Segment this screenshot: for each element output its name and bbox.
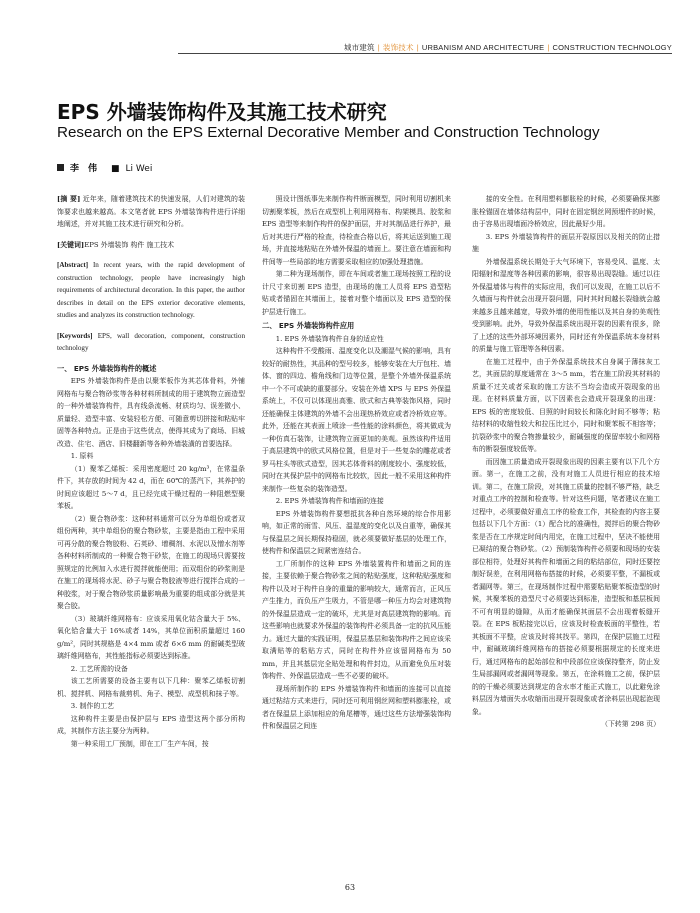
column-3-body xyxy=(472,193,660,731)
body-paragraph: 1. EPS 外墙装饰构件自身的适应性 xyxy=(275,334,384,343)
body-paragraph: （2）聚合物砂浆：这种材料通常可以分为单组份或者双组份两种，其中单组份的聚合物砂浆，主要是指由工程中采用可再分散的聚合物胶粉、石英砂、增稠剂、水泥以及憎水剂等各种材料所制成的一种聚合物干砂浆，在施工的现场只需要按照规定的比例加入水进行搅拌就能使用；而双组份的砂浆则是在施工的现场将水泥、砂子与聚合物胶液等进行搅拌合成的一种胶浆，对于聚合物砂浆质量影响最为重要的组成部分就是其聚合胶。 xyxy=(57,514,245,610)
header-section-cn: 城市建筑 xyxy=(343,43,375,52)
title-en: Research on the EPS External Decorative Member and Construction Technology xyxy=(57,124,600,141)
body-paragraph: （3）玻璃纤维网格布：应该采用氧化钴含量大于 5%、氧化铪含量大于 16%或者 14%，其单位面积质量超过 160 g/m²，同时其规格是 4×4 mm 或者 6×6 mm 的耐碱类型玻璃纤维网格布，其性能指标必须要达到标准。 xyxy=(57,614,245,660)
body-paragraph: 第一种采用工厂预制，即在工厂生产车间，按 xyxy=(70,739,209,748)
abstract-cn-text: 近年来，随着建筑技术的快速发展，人们对建筑的装饰要求也越来越高。本文笔者就 EPS 外墙装饰构件进行详细地阐述，并对其施工技术进行研究和分析。 xyxy=(57,195,246,228)
column-1 xyxy=(57,193,245,750)
body-paragraph: 这种构件主要是由保护层与 EPS 造型这两个部分所构成，其制作方法主要分为两种。 xyxy=(57,714,245,735)
keywords-cn-text: EPS 外墙装饰 构件 施工技术 xyxy=(84,240,175,249)
body-paragraph: 2. 工艺所需的设备 xyxy=(70,664,128,673)
header-section-en-2: CONSTRUCTION TECHNOLOGY xyxy=(552,43,672,52)
section-heading: 一、 EPS 外墙装饰构件的概述 xyxy=(57,363,157,373)
header-rule xyxy=(178,53,672,54)
body-paragraph: 3. EPS 外墙装饰构件的面层开裂原因以及相关的防止措施 xyxy=(472,232,660,253)
body-paragraph: 现场所制作的 EPS 外墙装饰构件和墙面的连接可以直接通过粘结方式来进行，同时还可利用钢丝网和塑料膨胀栓，或者在保温层上添加相应的角尾槽等，通过这些方法增强装饰构件和保温层之间连 xyxy=(262,684,451,730)
keywords-en-text: EPS, wall decoration, component, construction technology xyxy=(57,331,245,352)
body-paragraph: 而因施工质量造成开裂现象出现的因素主要有以下几个方面。第一，在施工之前，没有对施工人员进行相应的技术培训。第二，在施工阶段，对其施工质量的控制不够严格，缺乏对重点工序的控制和检查等。针对这些问题，笔者建议在施工过程中，必须要做好重点工序的检查工作，其检查的内容主要包括以下几个方面：（1）配合比的准确性，搅拌后的聚合物砂浆是否在工序规定时间内用完，在施工过程中，坚决不能使用已凝结的聚合物砂浆。（2）预制装饰构件必须要和现场的安装部位相符，处理好其构件和墙面之间的粘结部位，同时还要控制好误差，在利用网格布搭接的时候，必须要平整，不漏板或者漏网等。第三，在现场制作过程中需要粘贴聚苯板造型的时候，其聚苯板的造型尺寸必须要达到标准，造型板和基层板间不可有明显的缝隙，从而才能确保其面层不会出现着板缝开裂。在 EPS 板粘接完以后，应该及时检查板面的平整性，若其板面不平整，应该及时将其找平。第四，在保护层施工过程中，耐碱玻璃纤维网格布的搭接必须要根据规定的长度来进行，通过网格布的起始部位和中段部位应该保持整齐，防止发生局部漏网或者漏网等现象。第五，在涂料施工之前，保护层的的干燥必须要达到规定的含水率才能正式施工，以此避免涂料层因为墙面失水收缩而出现开裂现象或者涂料层出现起泡现象。 xyxy=(472,457,660,716)
body-paragraph: 3. 制作的工艺 xyxy=(70,702,115,710)
abstract-en xyxy=(57,259,245,322)
column-2 xyxy=(262,193,451,733)
section-heading: 二、 EPS 外墙装饰构件应用 xyxy=(262,321,355,330)
title-cn: EPS 外墙装饰构件及其施工技术研究 xyxy=(57,100,387,124)
header-section-en-1: URBANISM AND ARCHITECTURE xyxy=(421,43,545,52)
keywords-en-tag: [Keywords] xyxy=(57,331,93,340)
body-paragraph: （1）聚苯乙烯板：采用密度超过 20 kg/m³，在常温条件下，其存放的时间为 42 d，而在 60℃的蒸汽下，其养护的时间应该超过 5～7 d，且已经完成干燥过程的一种阻燃型聚苯板。 xyxy=(57,464,245,510)
body-paragraph: 照设计图纸事先来制作构件断面模型，同时利用切割机来切割聚苯板，然后在成型机上利用网格布、构架模具、胶浆和 EPS 造型等来制作构件的保护面层，并对其制品进行养护，最后对其进行严格的检查，待检查合格以后，将其运送到施工现场，并直接地粘贴在外墙外保温的墙面上。要注意在墙面和构件间等一些局部的地方需要采取相应的加强处理措施。 xyxy=(262,195,451,266)
keywords-en xyxy=(57,330,245,355)
abstract-cn-tag: [摘 要] xyxy=(57,195,81,203)
body-paragraph: EPS 外墙装饰构件要想抵抗各种自然环境的综合作用影响，如正常的雨雪、风压、温湿度的变化以及自重等，确保其与保温层之间长期保持稳固，就必须要做好基层的处理工作，使构件和保温层之间紧密连结合。 xyxy=(262,509,451,555)
page-number: 63 xyxy=(344,883,356,892)
abstract-cn xyxy=(57,193,245,231)
body-paragraph: EPS 外墙装饰构件是由以聚苯板作为其芯体骨料，外铺网格布与聚合物砂浆等各种材料所制成的用于建筑物立面造型的一种外墙装饰构件，具有线条流畅、材质均匀、误差微小、质量轻、造型丰富、安装轻松方便、可随意剪切拼接和粘贴牢固等各种特点。正是由于这些优点，使得其成为了商场、旧城改造、住宅、酒店、旧楼翻新等各种外墙装潢的首要选择。 xyxy=(57,377,245,448)
author-name-en: Li Wei xyxy=(125,164,153,174)
square-bullet-icon xyxy=(57,164,64,171)
body-paragraph: 工厂所制作的这种 EPS 外墙装置构件和墙面之间的连接，主要依赖于聚合物砂浆之间的粘贴强度，这种粘贴强度和构件以及对于构件自身的重量的影响较大，通常而言，正风压产生推力，而负压产生吸力，不管是哪一种压力均会对建筑物的外保温层造成一定的破坏，尤其是对高层建筑物的影响。而这些影响也就要求外保温的装饰构件必须具备一定的抗风压能力。通过大量的实践证明，保温层基层和装饰构件之间应该采取满贴等的粘贴方式，同时在构件外应该留网格布为 50 mm，并且其基层完全贴处理和构件封边，从而避免负压对装饰构件、外保温层造成一些不必要的破坏。 xyxy=(262,559,451,680)
column-2-body xyxy=(262,193,451,733)
abstract-en-text: In recent years, with the rapid development of construction technology, people have increasingly high requirements of architectural decoration. In this paper, the author describes in detail on the EPS exterior decorative elements, studies and analyzes its construction technology. xyxy=(57,261,245,319)
column-1-body xyxy=(57,363,245,751)
continued-note: （下转第 298 页） xyxy=(601,720,660,728)
body-paragraph: 接的安全性。在利用塑料膨胀栓的时候，必须要确保其膨胀栓锚固在墙体结构层中，同时在固定钢丝网预埋件的时候，由于容易出现墙面冷桥效应，因此最好少用。 xyxy=(472,195,660,228)
author-line: 李 伟 ■ Li Wei xyxy=(57,161,152,174)
body-paragraph: 该工艺所需要的设备主要有以下几种：聚苯乙烯板切割机、搅拌机、网格布裁剪机、角子、模型、成型机和抹子等。 xyxy=(57,677,245,698)
column-3 xyxy=(472,193,660,731)
abstract-en-tag: [Abstract] xyxy=(57,261,89,269)
body-paragraph: 第二种为现场制作，即在车间或者施工现场按照工程的设计尺寸来切割 EPS 造型，由现场的施工人员将 EPS 造型粘贴或者锚固在其墙面上，接着对整个墙面以及 EPS 造型的保护层进行施工。 xyxy=(262,270,451,316)
body-paragraph: 外墙保温系统长期处于大气环境下，容易受风、温度、太阳辐射和湿度等各种因素的影响，很容易出现裂缝。通过以往外保温墙体与构件的实际应用，我们可以发现，在施工以后不久墙面与构件就会出现开裂问题，同时其时间越长裂缝就会越来越多且越来越宽，导致外墙的使用性能以及其自身的美观性受到影响。此外，导致外保温系统出现开裂的因素有很多，除了上述的这些外部环境因素外，同时还有外保温系统本身材料的质量与施工管理等各种因素。 xyxy=(472,257,660,353)
running-header: 城市建筑 | 装饰技术 | URBANISM AND ARCHITECTURE | CONSTRUCTION TECHNOLOGY xyxy=(343,43,672,52)
header-section-hl: 装饰技术 xyxy=(382,43,414,52)
keywords-cn-tag: [关键词] xyxy=(57,240,85,249)
body-paragraph: 1. 原料 xyxy=(70,452,94,460)
body-paragraph: 这种构件不受酸雨、温度变化以及潮湿气候的影响，具有较好的耐热性，其品种的型号较多，能够安装在大厅包柱、墙体、窗的四边、檐角线和门边等位置，是整个外墙外保温系统中一个不可或缺的重要部分。安装在外墙 XPS 与 EPS 外保温系统上，不仅可以体现出高雅、欧式和古典等装饰风格，同时还能确保主体建筑的外墙不会出现热桥效应或者冷桥效应等。此外，还能在其表面上喷涂一些性能的涂料颜色，将其做成为一种仿真石装饰，让建筑物立面更加的美观。虽然该构件适用于高层建筑中的欧式风格位置，但是对于一些复杂的雕花或者罗马柱头等欧式造型，因其芯体骨料的刚度较小、强度较低，同时在其保护层中的网格布比较软，因此一般不采用这种构件来制作一些复杂的装饰造型。 xyxy=(262,347,452,493)
keywords-cn xyxy=(57,239,245,252)
body-paragraph: 在施工过程中，由于外保温系统技术自身属于薄抹灰工艺，其面层的厚度通常在 3～5 mm，若在施工阶段其材料的质量不过关或者采取的施工方法不当均会造成开裂现象的出现。在材料质量方面，以下因素也会造成开裂现象的出现：EPS 板的密度较低、目照的时间较长和陈化时间不够等；粘结材料的收缩性较大和拉压比过小，同时和聚苯板不相容等；抗裂砂浆中的聚合物掺量较少，耐碱强度的保留率较小和网格布的断裂强度较低等。 xyxy=(472,357,660,453)
author-name-cn: 李 伟 xyxy=(70,164,98,174)
body-paragraph: 2. EPS 外墙装饰构件和墙面的连接 xyxy=(275,497,384,505)
